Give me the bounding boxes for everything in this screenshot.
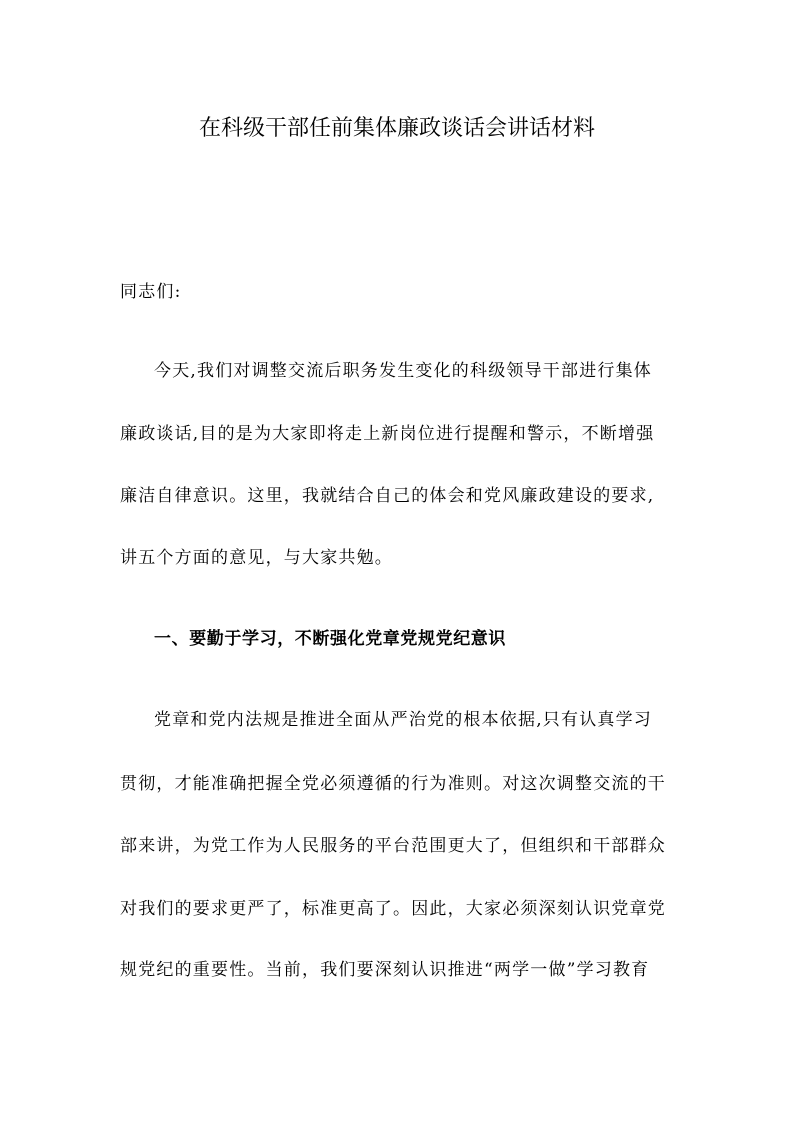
paragraph-line: 党章和党内法规是推进全面从严治党的根本依据,只有认真学习 xyxy=(154,710,653,730)
paragraph-line: 廉政谈话,目的是为大家即将走上新岗位进行提醒和警示，不断增强 xyxy=(120,424,655,444)
paragraph-line: 部来讲，为党工作为人民服务的平台范围更大了，但组织和干部群众 xyxy=(120,836,666,856)
document-title: 在科级干部任前集体廉政谈话会讲话材料 xyxy=(198,116,595,141)
paragraph-line: 廉洁自律意识。这里，我就结合自己的体会和党风廉政建设的要求, xyxy=(120,486,655,506)
salutation: 同志们: xyxy=(120,282,182,302)
paragraph-line: 规党纪的重要性。当前，我们要深刻认识推进“两学一做”学习教育 xyxy=(120,960,650,980)
paragraph-line: 讲五个方面的意见，与大家共勉。 xyxy=(120,548,393,568)
section-heading: 一、要勤于学习，不断强化党章党规党纪意识 xyxy=(154,629,506,649)
paragraph-line: 对我们的要求更严了，标准更高了。因此，大家必须深刻认识党章党 xyxy=(120,899,666,919)
paragraph-line: 今天,我们对调整交流后职务发生变化的科级领导干部进行集体 xyxy=(154,361,653,381)
paragraph-line: 贯彻，才能准确把握全党必须遵循的行为准则。对这次调整交流的干 xyxy=(120,774,666,794)
